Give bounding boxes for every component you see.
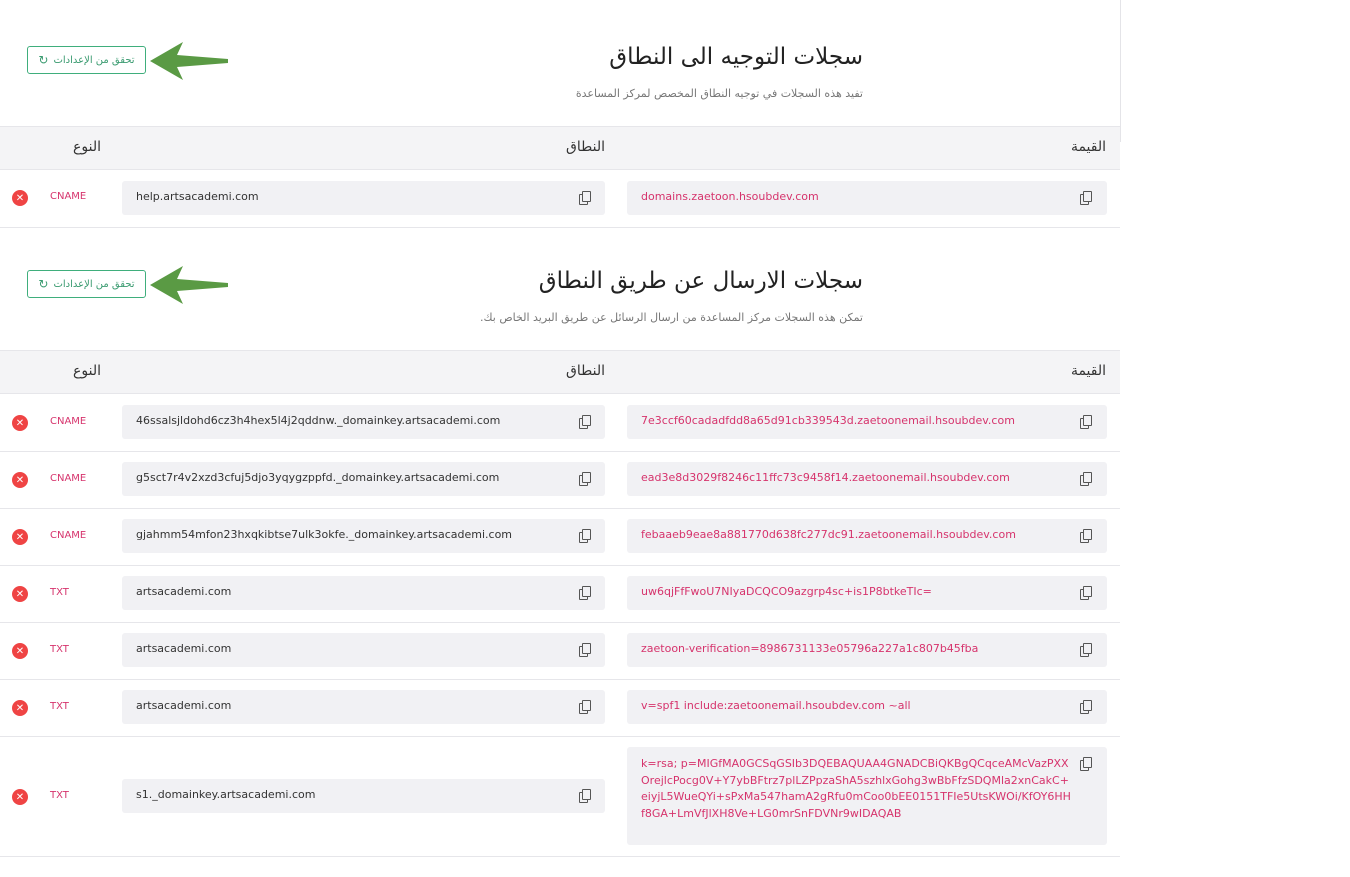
- copy-icon[interactable]: [1080, 529, 1091, 542]
- record-type: TXT: [50, 587, 69, 598]
- record-domain: help.artsacademi.com: [136, 190, 259, 203]
- record-value-box: [627, 462, 1107, 496]
- record-domain-box: [122, 519, 605, 553]
- routing-section-title: سجلات التوجيه الى النطاق: [609, 44, 863, 70]
- copy-icon[interactable]: [579, 643, 590, 656]
- record-value: febaaeb9eae8a881770d638fc277dc91.zaetoonemail.hsoubdev.com: [641, 528, 1016, 541]
- delete-circle-icon[interactable]: ✕: [12, 586, 28, 602]
- copy-icon[interactable]: [579, 529, 590, 542]
- copy-icon[interactable]: [1080, 191, 1091, 204]
- record-domain-box: [122, 462, 605, 496]
- delete-circle-icon[interactable]: ✕: [12, 472, 28, 488]
- record-value: k=rsa; p=MIGfMA0GCSqGSIb3DQEBAQUAA4GNADCBiQKBgQCqceAMcVazPXXOrejlcPocg0V+Y7ybBFtrz7plLZPpzaShA5szhlxGohg3wBbFfzSDQMla2xnCakC+eiyjL5WueQYi+sPxMa547hamA2gRfu0mCoo0bEE0151TFIe5UtsKWOi/KfOY6HHf8GA+LmVfJlXH8Ve+LG0mrSnFDVNr9wIDAQAB: [641, 757, 1071, 820]
- record-domain: gjahmm54mfon23hxqkibtse7ulk3okfe._domainkey.artsacademi.com: [136, 528, 513, 541]
- verify-button-label: تحقق من الإعدادات: [53, 54, 135, 66]
- record-value: ead3e8d3029f8246c11ffc73c9458f14.zaetoonemail.hsoubdev.com: [641, 471, 1010, 484]
- record-value-box: [627, 747, 1107, 845]
- record-domain: artsacademi.com: [136, 642, 232, 655]
- record-type: CNAME: [50, 530, 87, 541]
- record-value-box: [627, 633, 1107, 667]
- table-row: [0, 736, 1120, 857]
- record-value-box: [627, 181, 1107, 215]
- delete-circle-icon[interactable]: ✕: [12, 529, 28, 545]
- record-domain: g5sct7r4v2xzd3cfuj5djo3yqygzppfd._domainkey.artsacademi.com: [136, 471, 500, 484]
- record-value: zaetoon-verification=8986731133e05796a227a1c807b45fba: [641, 642, 979, 655]
- refresh-icon: ↻: [38, 53, 49, 67]
- verify-button-label: تحقق من الإعدادات: [53, 278, 135, 290]
- delete-circle-icon[interactable]: ✕: [12, 643, 28, 659]
- record-domain-box: [122, 576, 605, 610]
- table-row: [0, 451, 1120, 509]
- routing-table-header: [0, 126, 1120, 170]
- record-type: CNAME: [50, 473, 87, 484]
- record-value-box: [627, 690, 1107, 724]
- delete-circle-icon[interactable]: ✕: [12, 700, 28, 716]
- record-value: uw6qjFfFwoU7NIyaDCQCO9azgrp4sc+is1P8btkeTIc=: [641, 585, 932, 598]
- copy-icon[interactable]: [579, 700, 590, 713]
- record-domain: artsacademi.com: [136, 699, 232, 712]
- record-domain-box: [122, 779, 605, 813]
- record-type: CNAME: [50, 191, 87, 202]
- record-domain-box: [122, 633, 605, 667]
- column-type-header: النوع: [73, 139, 101, 155]
- table-row: [0, 170, 1120, 228]
- sending-section-subtitle: تمكن هذه السجلات مركز المساعدة من ارسال الرسائل عن طريق البريد الخاص بك.: [480, 311, 863, 324]
- copy-icon[interactable]: [1080, 586, 1091, 599]
- routing-section-subtitle: تفيد هذه السجلات في توجيه النطاق المخصص لمركز المساعدة: [575, 87, 863, 100]
- record-value-box: [627, 405, 1107, 439]
- table-row: [0, 622, 1120, 680]
- copy-icon[interactable]: [579, 415, 590, 428]
- record-type: TXT: [50, 644, 69, 655]
- column-domain-header: النطاق: [566, 139, 605, 155]
- copy-icon[interactable]: [579, 472, 590, 485]
- copy-icon[interactable]: [579, 586, 590, 599]
- record-value: v=spf1 include:zaetoonemail.hsoubdev.com ~all: [641, 699, 911, 712]
- column-value-header: القيمة: [1070, 139, 1106, 155]
- table-row: [0, 679, 1120, 737]
- copy-icon[interactable]: [1080, 472, 1091, 485]
- record-domain: s1._domainkey.artsacademi.com: [136, 788, 316, 801]
- column-domain-header: النطاق: [566, 363, 605, 379]
- copy-icon[interactable]: [1080, 415, 1091, 428]
- record-domain-box: [122, 690, 605, 724]
- record-type: CNAME: [50, 416, 87, 427]
- column-value-header: القيمة: [1070, 363, 1106, 379]
- routing-verify-button[interactable]: [27, 46, 146, 74]
- table-row: [0, 394, 1120, 452]
- record-domain: artsacademi.com: [136, 585, 232, 598]
- table-row: [0, 508, 1120, 566]
- copy-icon[interactable]: [579, 191, 590, 204]
- sending-verify-button[interactable]: [27, 270, 146, 298]
- copy-icon[interactable]: [1080, 757, 1091, 770]
- record-domain-box: [122, 181, 605, 215]
- refresh-icon: ↻: [38, 277, 49, 291]
- record-value-box: [627, 519, 1107, 553]
- copy-icon[interactable]: [579, 789, 590, 802]
- record-value: 7e3ccf60cadadfdd8a65d91cb339543d.zaetoonemail.hsoubdev.com: [641, 414, 1015, 427]
- table-row: [0, 565, 1120, 623]
- record-domain-box: [122, 405, 605, 439]
- record-type: TXT: [50, 701, 69, 712]
- record-type: TXT: [50, 790, 69, 801]
- panel-divider: [1120, 0, 1121, 142]
- record-value-box: [627, 576, 1107, 610]
- green-arrow-icon: [150, 42, 230, 80]
- delete-circle-icon[interactable]: ✕: [12, 789, 28, 805]
- copy-icon[interactable]: [1080, 643, 1091, 656]
- sending-section-title: سجلات الارسال عن طريق النطاق: [538, 268, 863, 294]
- record-value: domains.zaetoon.hsoubdev.com: [641, 190, 819, 203]
- record-domain: 46ssalsjldohd6cz3h4hex5l4j2qddnw._domainkey.artsacademi.com: [136, 414, 501, 427]
- sending-table-header: [0, 350, 1120, 394]
- green-arrow-icon: [150, 266, 230, 304]
- delete-circle-icon[interactable]: ✕: [12, 415, 28, 431]
- column-type-header: النوع: [73, 363, 101, 379]
- copy-icon[interactable]: [1080, 700, 1091, 713]
- delete-circle-icon[interactable]: ✕: [12, 190, 28, 206]
